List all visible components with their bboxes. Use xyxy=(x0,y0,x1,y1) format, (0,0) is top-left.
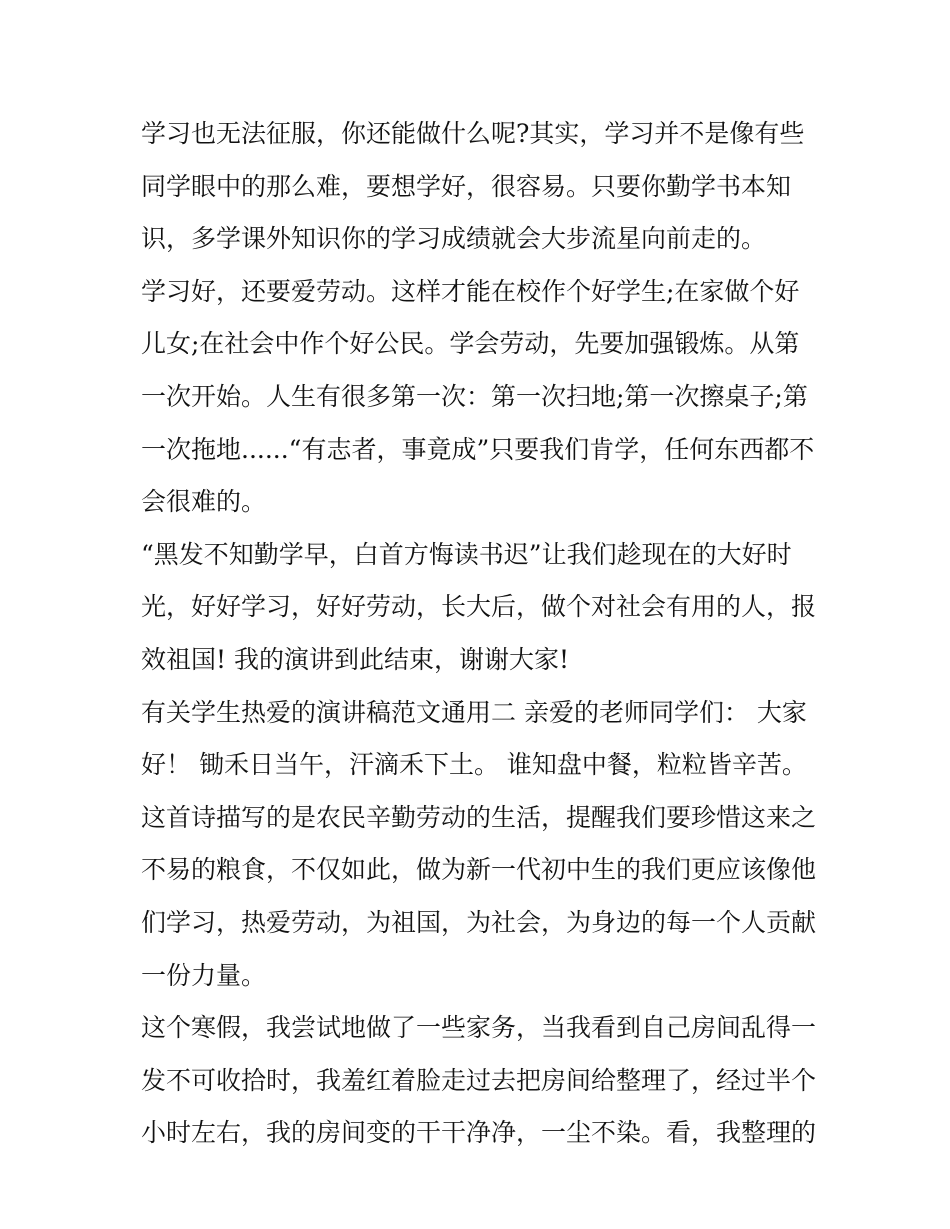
text-line: 学习也无法征服，你还能做什么呢?其实，学习并不是像有些 xyxy=(141,119,805,148)
text-line: 效祖国! 我的演讲到此结束，谢谢大家! xyxy=(141,644,570,674)
text-line: 会很难的。 xyxy=(141,487,267,517)
text-line: 好！ 锄禾日当午，汗滴禾下土。 谁知盘中餐，粒粒皆辛苦。 xyxy=(141,750,807,780)
text-line: 儿女;在社会中作个好公民。学会劳动，先要加强锻炼。从第 xyxy=(141,329,800,359)
document-body xyxy=(141,108,821,1160)
text-line: 光，好好学习，好好劳动，长大后，做个对社会有用的人，报 xyxy=(141,592,817,622)
text-line: 发不可收拾时，我羞红着脸走过去把房间给整理了，经过半个 xyxy=(141,1065,817,1095)
text-line: 小时左右，我的房间变的干干净净，一尘不染。看，我整理的 xyxy=(141,1118,817,1148)
text-line: 一次开始。人生有很多第一次：第一次扫地;第一次擦桌子;第 xyxy=(141,381,808,411)
text-line: 一份力量。 xyxy=(141,960,267,990)
text-line: 不易的粮食，不仅如此，做为新一代初中生的我们更应该像他 xyxy=(141,855,817,885)
text-line: 学习好，还要爱劳动。这样才能在校作个好学生;在家做个好 xyxy=(141,276,800,306)
text-line: 识，多学课外知识你的学习成绩就会大步流星向前走的。 xyxy=(141,224,767,254)
text-line: 这首诗描写的是农民辛勤劳动的生活，提醒我们要珍惜这来之 xyxy=(141,802,817,832)
text-line: 有关学生热爱的演讲稿范文通用二 亲爱的老师同学们： 大家 xyxy=(141,697,807,727)
text-line: 这个寒假，我尝试地做了一些家务，当我看到自己房间乱得一 xyxy=(141,1013,817,1043)
text-line: 同学眼中的那么难，要想学好，很容易。只要你勤学书本知 xyxy=(141,171,792,201)
text-line: 一次拖地......“有志者，事竟成”只要我们肯学，任何东西都不 xyxy=(141,434,815,464)
text-line: “黑发不知勤学早，白首方悔读书迟”让我们趁现在的大好时 xyxy=(141,539,792,569)
text-line: 们学习，热爱劳动，为祖国，为社会，为身边的每一个人贡献 xyxy=(141,907,817,937)
